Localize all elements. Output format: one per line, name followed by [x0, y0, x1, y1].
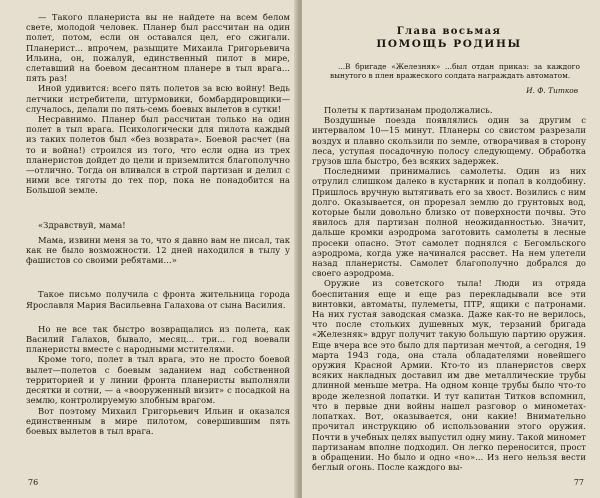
spacer [26, 265, 290, 289]
right-paragraph-4: Оружие из советского тыла! Люди из отряда боеспитания еще и еще раз перекладывали все эти винтовки, автоматы, пулеметы, ПТР, ящики с патронами. На них густая заводская смазка. Даже как-то не верилось, что после стольких душевных мук, терзаний бригада «Железняк» вдруг получит такую большую партию оружия. Еще вчера все это было для партизан мечтой, а сегодня, 19 марта 1943 года, она стала обладателями новейшего оружия Красной Армии. Кто-то из планеристов сверх всяких накладных доставил им две металлические трубы длинной меньше метра. На одном конце трубы было что-то вроде железной лопатки. И тут капитан Титков вспомнил, что в первые дни войны нашел разговор о минометах-лопатках. Вот, оказывается, они какие! Внимательно прочитал инструкцию об использовании этого оружия. Почти в учебных целях выпустил одну мину. Такой миномет партизанам вполне подходил. Он легко переносится, прост в обращении. Но было и одно «но»... Из него нельзя вести беглый огонь. После каждого вы- [312, 278, 586, 473]
left-paragraph-4: Такое письмо получила с фронта жительница города Ярославля Мария Васильевна Галахова от сына Василия. [26, 289, 290, 310]
right-paragraph-2: Воздушные поезда появлялись один за другим с интервалом 10—15 минут. Планеры со свистом разрезали воздух и плавно скользили по земле, отворачивая в сторону леса, уступая посадочную полосу следующему. Обработка грузов шла быстро, без всяких задержек. [312, 115, 586, 167]
spacer [26, 310, 290, 324]
epigraph-author: И. Ф. Титков [526, 86, 578, 95]
chapter-label: Глава восьмая [396, 26, 502, 37]
epigraph: ...В бригаде «Железняк» ...был отдан приказ: за каждого вынутого в плен вражеского солдата награждать автоматом. [330, 62, 580, 80]
spacer [26, 196, 290, 220]
left-paragraph-1: — Такого планериста вы не найдете на всем белом свете, молодой человек. Планер был рассчитан на один полет, потом, если он оставался цел, его сжигали. Планерист... впрочем, разыщите Михаила Григорьевича Ильина, он, пожалуй, единственный пилот в мире, слетавший на боевом десантном планере в тыл врага... пять раз! [26, 12, 290, 84]
page-number-right: 77 [573, 478, 584, 487]
right-paragraph-1: Полеты к партизанам продолжались. [324, 105, 493, 115]
letter-body: Мама, извини меня за то, что я давно вам не писал, так как не было возможности. 12 дней находился в тылу у фашистов со своими ребятами...» [26, 234, 291, 266]
chapter-title: ПОМОЩЬ РОДИНЫ [376, 38, 522, 50]
letter-greeting: «Здравствуй, мама! [38, 219, 126, 230]
right-page [302, 0, 600, 498]
left-paragraph-2: Иной удивится: всего пять полетов за всю войну! Ведь летчики истребители, штурмовики, бомбардировщики—случалось, делали по пять-семь боевых вылетов в сутки! [26, 83, 290, 114]
left-page [0, 0, 298, 498]
page-number-left: 76 [28, 478, 39, 487]
left-paragraph-3: Несравнимо. Планер был рассчитан только на один полет в тыл врага. Психологически для пилота каждый из таких полетов был «без возврата». Боевой расчет (на то и война!) строился из того, что если одна из трех планеристов дойдет до цели и приземлится благополучно—отлично. Тогда он вливался в строй партизан и делил с ними все тяготы до тех пор, пока не понадобится на Большой земле. [26, 114, 290, 196]
right-paragraph-3: Последними принимались самолеты. Один из них отрулил слишком далеко в кустарник и попал в колдобину. Пришлось вручную вытягивать его за хвост. Возились с ним долго. Оказывается, он прорезал землю до грунтовых вод, которые были довольно близко от поверхности почвы. Это явилось для партизан полной неожиданностью. Значит, дальше кромки аэродрома заготовить самолеты в лесные просеки опасно. Этот самолет поднялся с Бегомльского аэродрома, когда уже начинался рассвет. На нем улетели назад планеристы. Самолет благополучно добрался до своего аэродрома. [312, 166, 586, 279]
left-paragraph-5: Но не все так быстро возвращались из полета, как Василий Галахов, бывало, месяц... три... год воевали планеристы вместе с народными мстителями. [26, 323, 290, 355]
left-paragraph-7: Вот поэтому Михаил Григорьевич Ильин и оказался единственным в мире пилотом, совершившим пять боевых вылетов в тыл врага. [26, 405, 290, 436]
left-paragraph-6: Кроме того, полет в тыл врага, это не просто боевой вылет—полетов с боевым заданием над собственной территорией и у линии фронта планеристы выполняли десятки и сотни, — а «вооруженный визит» с посадкой на землю, контролируемую злобным врагом. [26, 354, 290, 406]
